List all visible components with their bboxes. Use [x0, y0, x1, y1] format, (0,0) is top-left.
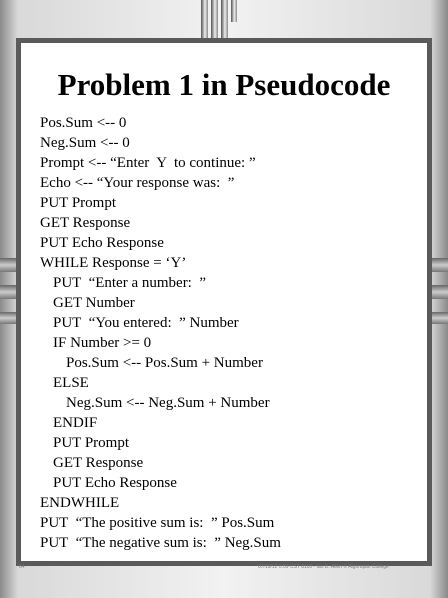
code-line: WHILE Response = ‘Y’ [40, 255, 187, 271]
page-number: 64 [19, 564, 25, 570]
pseudocode-listing [40, 113, 281, 553]
decorative-bar [231, 0, 237, 22]
code-line: ENDWHILE [40, 495, 120, 511]
code-line: GET Number [53, 295, 135, 311]
code-line: PUT “Enter a number: ” [53, 275, 207, 291]
code-line: Pos.Sum <-- Pos.Sum + Number [66, 355, 263, 371]
code-line: PUT “The positive sum is: ” Pos.Sum [40, 515, 275, 531]
code-line: PUT “The negative sum is: ” Neg.Sum [40, 535, 281, 551]
slide-panel [16, 38, 432, 566]
code-line: ENDIF [53, 415, 98, 431]
code-line: PUT Echo Response [40, 235, 164, 251]
code-line: PUT Echo Response [53, 475, 177, 491]
code-line: GET Response [40, 215, 131, 231]
code-line: Echo <-- “Your response was: ” [40, 175, 235, 191]
code-line: PUT “You entered: ” Number [53, 315, 239, 331]
code-line: Prompt <-- “Enter Y to continue: ” [40, 155, 256, 171]
code-line: PUT Prompt [40, 195, 116, 211]
code-line: Neg.Sum <-- 0 [40, 135, 130, 151]
decorative-bar [201, 0, 208, 40]
slide-title: Problem 1 in Pseudocode [57, 67, 391, 102]
code-line: ELSE [53, 375, 89, 391]
code-line: Pos.Sum <-- 0 [40, 115, 127, 131]
code-line: IF Number >= 0 [53, 335, 152, 351]
code-line: GET Response [53, 455, 144, 471]
code-line: PUT Prompt [53, 435, 129, 451]
code-line: Neg.Sum <-- Neg.Sum + Number [66, 395, 270, 411]
decorative-bar [221, 0, 228, 40]
footer-info: 07/19/12 0:59 CST 8110 - Ian D. Allen © Algonquin College [258, 564, 389, 570]
